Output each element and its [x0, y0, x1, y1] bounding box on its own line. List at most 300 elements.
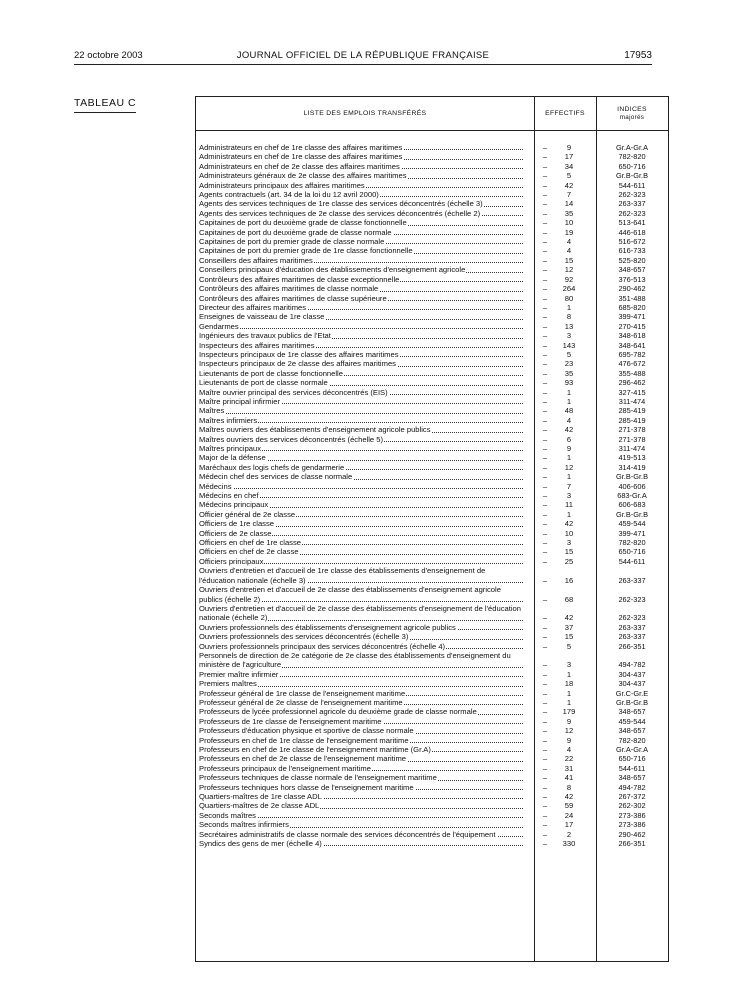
table-row	[196, 670, 668, 679]
row-job-title	[196, 830, 523, 839]
row-indices: 459-544	[618, 519, 646, 529]
row-job-title	[196, 228, 523, 237]
row-job-title-text: Secrétaires administratifs de classe normale des services déconcentrés de l'équipement	[199, 829, 496, 839]
row-job-title-text: Enseignes de vaisseau de 1re classe	[199, 312, 325, 322]
row-effectif: 18	[564, 679, 574, 689]
row-effectif: 35	[564, 368, 574, 378]
table-row	[196, 162, 668, 171]
table-label: TABLEAU C	[74, 97, 137, 109]
row-dash: –	[542, 773, 548, 783]
row-indices: 399-471	[618, 528, 646, 538]
row-job-title	[196, 171, 523, 180]
table-row	[196, 811, 668, 820]
row-dash: –	[542, 171, 548, 181]
row-indices: 262-323	[618, 208, 646, 218]
table-row	[196, 689, 668, 698]
row-effectif: 1	[566, 697, 572, 707]
row-job-title-text: Personnels de direction de 2e catégorie de 2e classe des établissements d'enseignement du ministère de l'agriculture	[199, 650, 511, 670]
table-row	[196, 350, 668, 359]
row-indices: 285-419	[618, 406, 646, 416]
row-job-title	[196, 181, 523, 190]
table-row	[196, 369, 668, 378]
row-job-title-text: Capitaines de port du premier grade de classe normale	[199, 237, 385, 247]
row-job-title-text: Médecins en chef	[199, 491, 259, 501]
row-job-title	[196, 209, 523, 218]
row-job-title-text: Premiers maîtres	[199, 679, 257, 689]
row-effectif: 3	[566, 331, 572, 341]
table-row	[196, 190, 668, 199]
row-effectif: 23	[564, 359, 574, 369]
row-effectif: 19	[564, 227, 574, 237]
row-job-title	[196, 162, 523, 171]
row-effectif: 15	[564, 255, 574, 265]
row-indices: 271-378	[618, 425, 646, 435]
table-header	[196, 97, 668, 131]
row-job-title	[196, 585, 523, 604]
row-indices: 459-544	[618, 716, 646, 726]
row-job-title	[196, 623, 523, 632]
row-effectif: 1	[566, 688, 572, 698]
row-job-title-text: Administrateurs en chef de 1re classe des affaires maritimes	[199, 152, 403, 162]
row-job-title	[196, 773, 523, 782]
row-dash: –	[542, 641, 548, 651]
row-effectif: 13	[564, 321, 574, 331]
row-job-title	[196, 294, 523, 303]
table-label-underline	[74, 112, 136, 113]
row-job-title	[196, 425, 523, 434]
row-dash: –	[542, 660, 548, 670]
row-indices: 494-782	[618, 660, 646, 670]
table-row	[196, 547, 668, 556]
row-job-title-text: Contrôleurs des affaires maritimes de classe supérieure	[199, 293, 387, 303]
row-job-title	[196, 341, 523, 350]
row-indices: 782-820	[618, 735, 646, 745]
row-job-title	[196, 754, 523, 763]
row-indices: Gr.B-Gr.B	[615, 171, 649, 181]
row-job-title-text: Maréchaux des logis chefs de gendarmerie	[199, 462, 345, 472]
page-number: 17953	[624, 50, 652, 61]
row-job-title	[196, 632, 523, 641]
row-job-title	[196, 472, 523, 481]
row-job-title	[196, 152, 523, 161]
row-indices: 348-618	[618, 331, 646, 341]
row-job-title	[196, 416, 523, 425]
row-dash: –	[542, 547, 548, 557]
table-row	[196, 322, 668, 331]
row-job-title-text: Maître ouvrier principal des services déconcentrés (EIS)	[199, 387, 388, 397]
row-job-title	[196, 820, 523, 829]
table-row	[196, 604, 668, 623]
row-effectif: 37	[564, 622, 574, 632]
row-job-title	[196, 698, 523, 707]
row-effectif: 17	[564, 820, 574, 830]
row-job-title	[196, 491, 523, 500]
table-row	[196, 472, 668, 481]
row-dash: –	[542, 434, 548, 444]
row-job-title	[196, 670, 523, 679]
row-indices: 266-351	[618, 839, 646, 849]
row-dash: –	[542, 143, 548, 152]
table-row	[196, 632, 668, 641]
row-effectif: 7	[566, 190, 572, 200]
header-emplois: LISTE DES EMPLOIS TRANSFÉRÉS	[303, 109, 427, 117]
row-job-title-text: Ouvriers d'entretien et d'accueil de 2e classe des établissements d'enseignement agricole publics (échelle 2)	[199, 585, 501, 604]
row-job-title	[196, 369, 523, 378]
row-effectif: 80	[564, 293, 574, 303]
row-dash: –	[542, 312, 548, 322]
table-row	[196, 181, 668, 190]
row-indices: 650-716	[618, 754, 646, 764]
row-dash: –	[542, 321, 548, 331]
journal-title: JOURNAL OFFICIEL DE LA RÉPUBLIQUE FRANÇAISE	[236, 50, 490, 61]
row-dash: –	[542, 669, 548, 679]
row-effectif: 8	[566, 782, 572, 792]
row-job-title-text: Maîtres ouvriers des établissements d'enseignement agricole publics	[199, 425, 431, 435]
row-dash: –	[542, 444, 548, 453]
row-effectif: 15	[564, 632, 574, 642]
row-job-title-text: Lieutenants de port de classe fonctionnelle	[199, 368, 343, 378]
row-effectif: 4	[566, 246, 572, 256]
table-row	[196, 275, 668, 284]
row-job-title-text: Professeurs techniques de classe normale de l'enseignement maritime	[199, 773, 437, 783]
row-dash: –	[542, 425, 548, 435]
table-row	[196, 529, 668, 538]
row-job-title	[196, 519, 523, 528]
table-row	[196, 359, 668, 368]
row-dash: –	[542, 782, 548, 792]
row-effectif: 1	[566, 396, 572, 406]
row-job-title-text: Professeurs d'éducation physique et sportive de classe normale	[199, 726, 414, 736]
row-indices: 782-820	[618, 152, 646, 162]
row-job-title-text: Officiers en chef de 1re classe	[199, 538, 302, 548]
row-job-title-text: Ingénieurs des travaux publics de l'Etat	[199, 331, 331, 341]
row-job-title-text: Professeur général de 1re classe de l'enseignement maritime	[199, 688, 406, 698]
row-indices: Gr.B-Gr.B	[615, 509, 649, 519]
row-indices: Gr.B-Gr.B	[615, 697, 649, 707]
row-job-title	[196, 642, 523, 651]
row-job-title	[196, 350, 523, 359]
row-job-title	[196, 256, 523, 265]
row-job-title-text: Gendarmes	[199, 321, 239, 331]
row-indices: 271-378	[618, 434, 646, 444]
row-effectif: 9	[566, 716, 572, 726]
table-row	[196, 491, 668, 500]
table-row	[196, 152, 668, 161]
transferred-jobs-table	[195, 96, 669, 962]
row-indices: 695-782	[618, 349, 646, 359]
row-effectif: 35	[564, 208, 574, 218]
row-indices: Gr.C-Gr.E	[615, 688, 649, 698]
row-effectif: 264	[562, 284, 576, 294]
row-dash: –	[542, 810, 548, 820]
row-indices: 544-611	[618, 556, 646, 566]
row-indices: 262-323	[618, 613, 646, 623]
row-job-title-text: Ouvriers d'entretien et d'accueil de 2e classe des établissements d'enseignement de l'éducation nationale (échelle 2)	[199, 603, 521, 623]
header-indices-line2: majorés	[619, 113, 645, 121]
page-header	[74, 50, 652, 64]
row-job-title-text: Syndics des gens de mer (échelle 4)	[199, 839, 322, 849]
row-job-title-text: Premier maître infirmier	[199, 669, 279, 679]
row-job-title	[196, 510, 523, 519]
row-dash: –	[542, 622, 548, 632]
row-effectif: 25	[564, 556, 574, 566]
row-job-title-text: Seconds maîtres infirmiers	[199, 820, 289, 830]
row-effectif: 34	[564, 161, 574, 171]
row-dash: –	[542, 745, 548, 754]
row-dash: –	[542, 359, 548, 369]
row-indices: Gr.A-Gr.A	[615, 143, 649, 152]
row-job-title	[196, 246, 523, 255]
row-effectif: 9	[566, 444, 572, 453]
row-dash: –	[542, 575, 548, 585]
row-effectif: 59	[564, 801, 574, 811]
row-effectif: 3	[566, 538, 572, 548]
row-job-title	[196, 736, 523, 745]
row-job-title	[196, 566, 523, 585]
row-effectif: 1	[566, 453, 572, 463]
row-effectif: 31	[564, 763, 574, 773]
row-dash: –	[542, 331, 548, 341]
row-dash: –	[542, 237, 548, 247]
table-row	[196, 717, 668, 726]
row-effectif: 8	[566, 312, 572, 322]
header-rule	[74, 64, 652, 65]
row-indices: 351-488	[618, 293, 646, 303]
row-job-title	[196, 726, 523, 735]
row-dash: –	[542, 208, 548, 218]
table-row	[196, 341, 668, 350]
row-job-title-text: Agents des services techniques de 1re classe des services déconcentrés (échelle 3)	[199, 199, 483, 209]
row-job-title-text: Professeurs de lycée professionnel agricole du deuxième grade de classe normale	[199, 707, 477, 717]
table-row	[196, 519, 668, 528]
row-dash: –	[542, 199, 548, 209]
row-effectif: 42	[564, 613, 574, 623]
table-body	[196, 143, 668, 848]
issue-date: 22 octobre 2003	[74, 50, 143, 61]
row-indices: 290-462	[618, 829, 646, 839]
row-effectif: 2	[566, 829, 572, 839]
table-row	[196, 388, 668, 397]
row-indices: 266-351	[618, 641, 646, 651]
row-job-title	[196, 388, 523, 397]
table-row	[196, 171, 668, 180]
row-effectif: 143	[562, 340, 576, 350]
row-dash: –	[542, 820, 548, 830]
row-dash: –	[542, 556, 548, 566]
row-job-title-text: Professeurs principaux de l'enseignement maritime	[199, 763, 371, 773]
row-job-title	[196, 275, 523, 284]
table-row	[196, 209, 668, 218]
row-job-title-text: Officier général de 2e classe	[199, 509, 296, 519]
row-effectif: 1	[566, 509, 572, 519]
row-effectif: 42	[564, 180, 574, 190]
row-effectif: 6	[566, 434, 572, 444]
row-job-title-text: Directeur des affaires maritimes	[199, 302, 307, 312]
table-row	[196, 444, 668, 453]
row-indices: 376-513	[618, 274, 646, 284]
table-row	[196, 736, 668, 745]
row-dash: –	[542, 538, 548, 548]
row-effectif: 3	[566, 660, 572, 670]
row-dash: –	[542, 265, 548, 275]
row-effectif: 42	[564, 425, 574, 435]
row-job-title-text: Administrateurs en chef de 2e classe des affaires maritimes	[199, 161, 400, 171]
table-row	[196, 256, 668, 265]
table-row	[196, 482, 668, 491]
row-effectif: 1	[566, 472, 572, 482]
table-row	[196, 651, 668, 670]
row-dash: –	[542, 368, 548, 378]
row-dash: –	[542, 688, 548, 698]
row-job-title-text: Professeurs en chef de 1re classe de l'enseignement maritime (Gr.A)	[199, 745, 431, 754]
table-row	[196, 246, 668, 255]
row-job-title-text: Professeurs en chef de 2e classe de l'enseignement maritime	[199, 754, 407, 764]
row-dash: –	[542, 726, 548, 736]
table-row	[196, 510, 668, 519]
row-indices: 263-337	[618, 622, 646, 632]
table-row	[196, 783, 668, 792]
row-dash: –	[542, 284, 548, 294]
row-indices: 650-716	[618, 547, 646, 557]
row-indices: Gr.B-Gr.B	[615, 472, 649, 482]
row-effectif: 93	[564, 378, 574, 388]
row-job-title	[196, 482, 523, 491]
row-dash: –	[542, 754, 548, 764]
row-indices: 348-657	[618, 707, 646, 717]
row-job-title	[196, 190, 523, 199]
row-indices: 262-323	[618, 594, 646, 604]
row-effectif: 15	[564, 547, 574, 557]
row-indices: 296-462	[618, 378, 646, 388]
row-job-title-text: Maîtres infirmiers	[199, 415, 258, 425]
row-job-title	[196, 679, 523, 688]
row-indices: 263-337	[618, 575, 646, 585]
row-indices: 355-488	[618, 368, 646, 378]
row-indices: 685-820	[618, 302, 646, 312]
row-effectif: 1	[566, 669, 572, 679]
row-job-title	[196, 783, 523, 792]
row-indices: 494-782	[618, 782, 646, 792]
row-job-title-text: Lieutenants de port de classe normale	[199, 378, 328, 388]
row-effectif: 9	[566, 143, 572, 152]
row-dash: –	[542, 500, 548, 510]
table-row	[196, 679, 668, 688]
row-dash: –	[542, 462, 548, 472]
row-dash: –	[542, 190, 548, 200]
row-indices: 304-437	[618, 669, 646, 679]
table-row	[196, 801, 668, 810]
row-job-title	[196, 839, 523, 848]
row-effectif: 1	[566, 387, 572, 397]
row-indices: 273-386	[618, 810, 646, 820]
row-indices: 327-415	[618, 387, 646, 397]
row-job-title-text: Officiers de 2e classe	[199, 528, 272, 538]
row-effectif: 5	[566, 641, 572, 651]
row-job-title	[196, 538, 523, 547]
row-indices: 606-683	[618, 500, 646, 510]
row-job-title-text: Médecins	[199, 481, 232, 491]
row-job-title	[196, 557, 523, 566]
table-row	[196, 500, 668, 509]
row-indices: 544-611	[618, 763, 646, 773]
row-job-title-text: Professeurs de 1re classe de l'enseignement maritime	[199, 716, 382, 726]
row-job-title-text: Professeur général de 2e classe de l'enseignement maritime	[199, 697, 403, 707]
row-dash: –	[542, 255, 548, 265]
row-dash: –	[542, 801, 548, 811]
row-indices: 267-372	[618, 792, 646, 802]
row-dash: –	[542, 792, 548, 802]
table-row	[196, 284, 668, 293]
table-row	[196, 820, 668, 829]
row-job-title	[196, 143, 523, 152]
row-dash: –	[542, 180, 548, 190]
row-job-title-text: Maîtres	[199, 406, 225, 416]
row-job-title-text: Officiers principaux	[199, 556, 264, 566]
row-dash: –	[542, 472, 548, 482]
row-effectif: 16	[564, 575, 574, 585]
table-row	[196, 463, 668, 472]
table-row	[196, 538, 668, 547]
row-effectif: 9	[566, 735, 572, 745]
row-job-title	[196, 651, 523, 670]
row-job-title-text: Inspecteurs principaux de 1re classe des affaires maritimes	[199, 349, 399, 359]
row-dash: –	[542, 453, 548, 463]
row-effectif: 22	[564, 754, 574, 764]
row-job-title	[196, 359, 523, 368]
row-indices: 304-437	[618, 679, 646, 689]
row-job-title	[196, 218, 523, 227]
row-effectif: 7	[566, 481, 572, 491]
row-indices: 406-606	[618, 481, 646, 491]
row-effectif: 179	[562, 707, 576, 717]
row-dash: –	[542, 509, 548, 519]
row-dash: –	[542, 387, 548, 397]
table-row	[196, 830, 668, 839]
table-row	[196, 642, 668, 651]
table-row	[196, 773, 668, 782]
row-job-title	[196, 717, 523, 726]
row-indices: 782-820	[618, 538, 646, 548]
row-dash: –	[542, 763, 548, 773]
row-job-title-text: Conseillers des affaires maritimes	[199, 255, 313, 265]
row-dash: –	[542, 594, 548, 604]
row-job-title-text: Inspecteurs des affaires maritimes	[199, 340, 315, 350]
row-dash: –	[542, 302, 548, 312]
row-effectif: 10	[564, 528, 574, 538]
header-indices	[596, 97, 668, 130]
row-indices: 616-733	[618, 246, 646, 256]
row-job-title-text: Administrateurs généraux de 2e classe des affaires maritimes	[199, 171, 407, 181]
row-indices: Gr.A-Gr.A	[615, 745, 649, 754]
row-indices: 263-337	[618, 632, 646, 642]
row-dash: –	[542, 218, 548, 228]
row-effectif: 5	[566, 171, 572, 181]
row-indices: 273-386	[618, 820, 646, 830]
table-row	[196, 707, 668, 716]
row-job-title-text: Inspecteurs principaux de 2e classe des affaires maritimes	[199, 359, 396, 369]
table-row	[196, 754, 668, 763]
row-indices: 262-302	[618, 801, 646, 811]
row-job-title	[196, 500, 523, 509]
row-dash: –	[542, 349, 548, 359]
row-job-title	[196, 444, 523, 453]
row-job-title-text: Agents des services techniques de 2e classe des services déconcentrés (échelle 2)	[199, 208, 481, 218]
row-dash: –	[542, 274, 548, 284]
row-job-title	[196, 463, 523, 472]
table-row	[196, 331, 668, 340]
row-job-title	[196, 312, 523, 321]
row-dash: –	[542, 707, 548, 717]
